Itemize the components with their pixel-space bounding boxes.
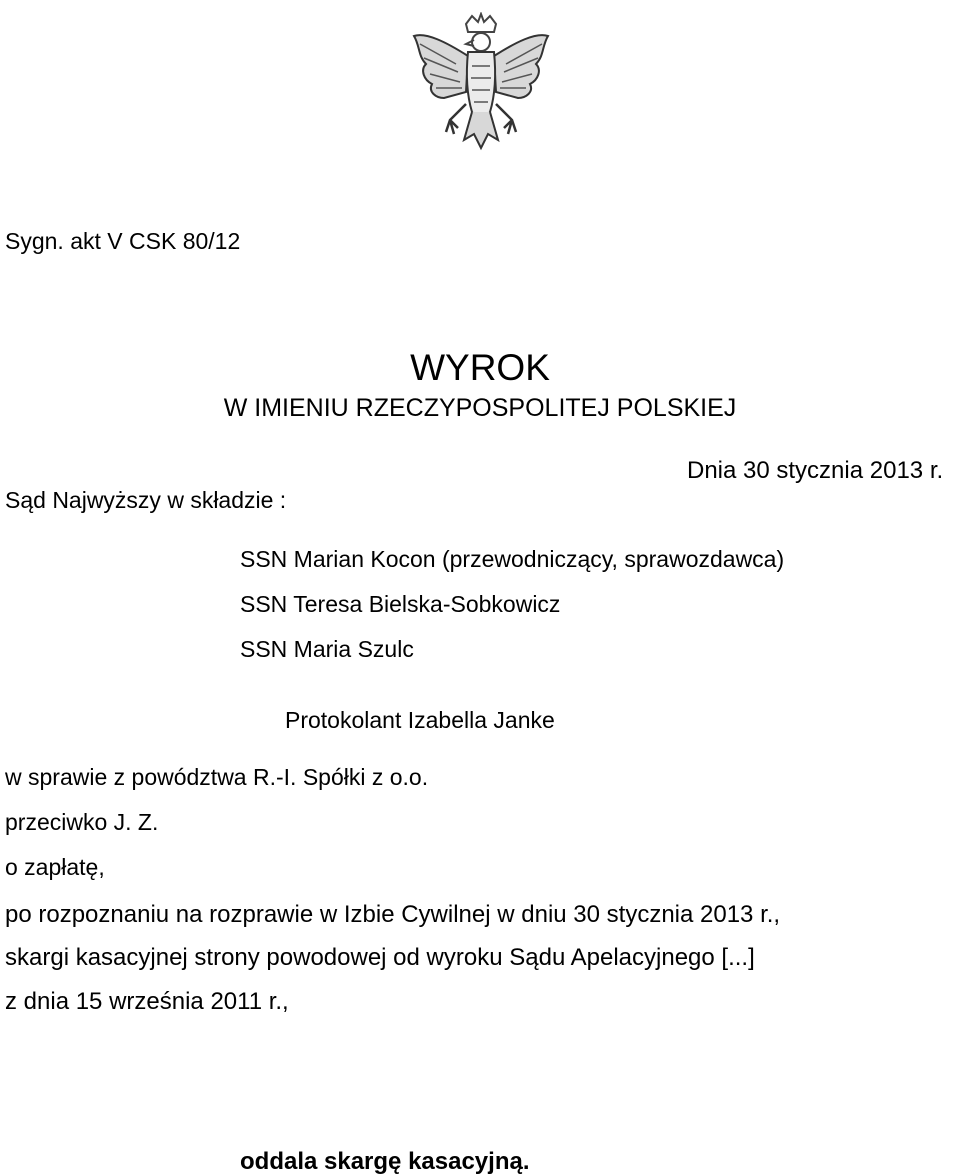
case-subject-line: o zapłatę,: [5, 854, 105, 880]
polish-eagle-emblem-icon: [406, 12, 556, 162]
procedure-line: po rozpoznaniu na rozprawie w Izbie Cywilnej w dniu 30 stycznia 2013 r.,: [5, 901, 781, 928]
court-composition-label: Sąd Najwyższy w składzie :: [5, 487, 287, 513]
court-clerk: Protokolant Izabella Janke: [285, 707, 555, 733]
judge-member: SSN Teresa Bielska-Sobkowicz: [240, 591, 561, 617]
procedure-line: skargi kasacyjnej strony powodowej od wyroku Sądu Apelacyjnego [...]: [5, 944, 755, 971]
document-title: WYROK: [410, 347, 550, 388]
procedure-line: z dnia 15 września 2011 r.,: [5, 988, 289, 1015]
verdict-text: oddala skargę kasacyjną.: [240, 1148, 530, 1175]
document-subtitle: W IMIENIU RZECZYPOSPOLITEJ POLSKIEJ: [223, 394, 737, 422]
case-parties-line: przeciwko J. Z.: [5, 809, 159, 835]
judge-member: SSN Maria Szulc: [240, 636, 414, 662]
case-signature: Sygn. akt V CSK 80/12: [5, 228, 241, 254]
judgment-date: Dnia 30 stycznia 2013 r.: [687, 457, 944, 484]
case-parties-line: w sprawie z powództwa R.-I. Spółki z o.o.: [5, 764, 429, 790]
judge-presiding: SSN Marian Kocon (przewodniczący, sprawozdawca): [240, 546, 785, 572]
